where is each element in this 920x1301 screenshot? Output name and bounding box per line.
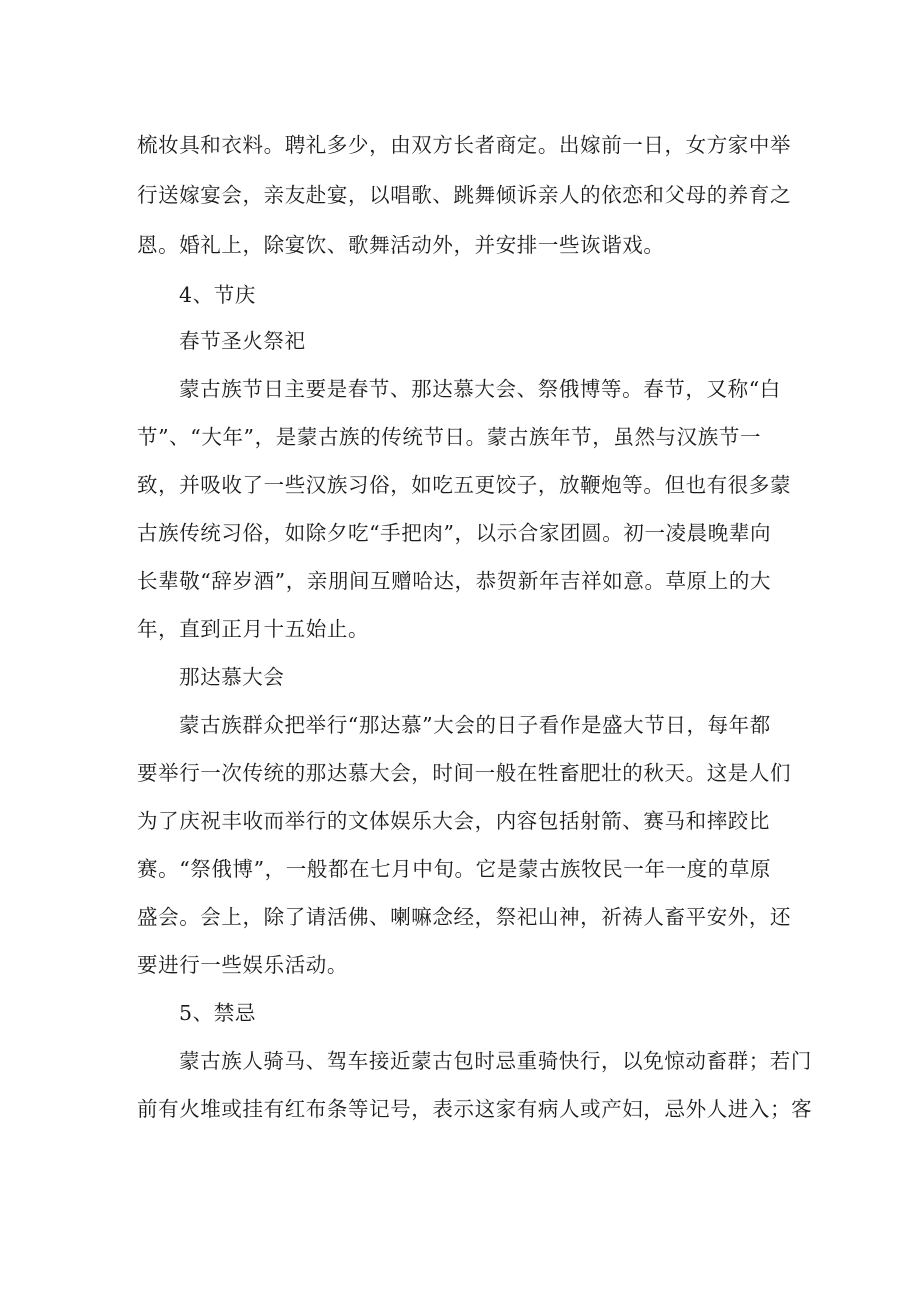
section-heading: 5、禁忌 — [179, 1001, 256, 1025]
paragraph-line: 梳妆具和衣料。聘礼多少，由双方长者商定。出嫁前一日，女方家中举 — [137, 133, 792, 157]
paragraph-line: 年，直到正月十五始止。 — [137, 617, 370, 641]
paragraph-line: 长辈敬“辞岁酒”，亲朋间互赠哈达，恭贺新年吉祥如意。草原上的大 — [137, 569, 772, 593]
paragraph-line: 节”、“大年”，是蒙古族的传统节日。蒙古族年节，虽然与汉族节一 — [137, 425, 762, 449]
paragraph-line: 蒙古族人骑马、驾车接近蒙古包时忌重骑快行，以免惊动畜群；若门 — [179, 1049, 812, 1073]
section-heading: 4、节庆 — [179, 283, 256, 307]
paragraph-line: 要举行一次传统的那达慕大会，时间一般在牲畜肥壮的秋天。这是人们 — [137, 761, 792, 785]
paragraph-line: 蒙古族节日主要是春节、那达慕大会、祭俄博等。春节，又称“白 — [179, 377, 781, 401]
subsection-heading: 那达慕大会 — [179, 665, 285, 689]
paragraph-line: 前有火堆或挂有红布条等记号，表示这家有病人或产妇，忌外人进入；客 — [137, 1097, 813, 1121]
paragraph-line: 致，并吸收了一些汉族习俗，如吃五更饺子，放鞭炮等。但也有很多蒙 — [137, 473, 792, 497]
paragraph-line: 恩。婚礼上，除宴饮、歌舞活动外，并安排一些诙谐戏。 — [137, 233, 665, 257]
paragraph-line: 盛会。会上，除了请活佛、喇嘛念经，祭祀山神，祈祷人畜平安外，还 — [137, 905, 792, 929]
paragraph-line: 赛。“祭俄博”，一般都在七月中旬。它是蒙古族牧民一年一度的草原 — [137, 857, 772, 881]
paragraph-line: 要进行一些娱乐活动。 — [137, 953, 348, 977]
paragraph-line: 古族传统习俗，如除夕吃“手把肉”，以示合家团圆。初一凌晨晚辈向 — [137, 521, 772, 545]
paragraph-line: 行送嫁宴会，亲友赴宴，以唱歌、跳舞倾诉亲人的依恋和父母的养育之 — [137, 183, 792, 207]
subsection-heading: 春节圣火祭祀 — [179, 329, 306, 353]
paragraph-line: 蒙古族群众把举行“那达慕”大会的日子看作是盛大节日，每年都 — [179, 713, 771, 737]
paragraph-line: 为了庆祝丰收而举行的文体娱乐大会，内容包括射箭、赛马和摔跤比 — [137, 809, 770, 833]
